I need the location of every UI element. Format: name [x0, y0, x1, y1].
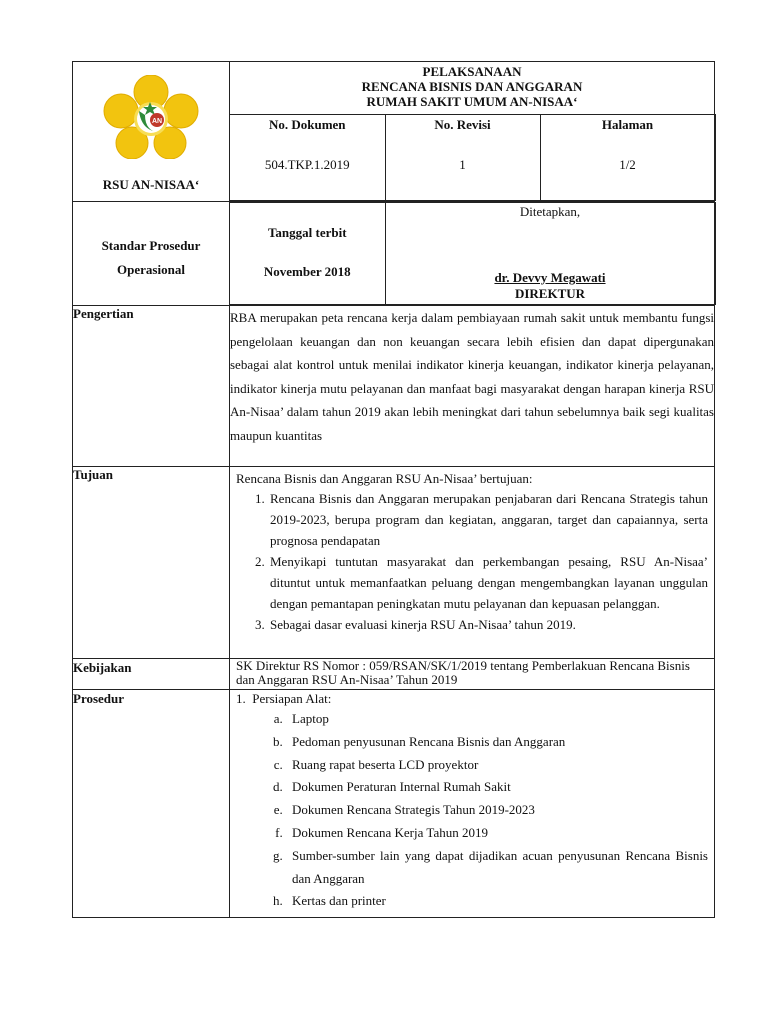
tujuan-label: Tujuan	[73, 467, 230, 659]
prosedur-step-1: Persiapan Alat:	[252, 691, 332, 706]
revision-label: No. Revisi	[434, 117, 491, 132]
signer-name: dr. Devvy Megawati	[494, 270, 606, 285]
list-item: h. Kertas dan printer	[286, 890, 708, 913]
sop-type-cell	[73, 202, 230, 306]
list-item: 3. Sebagai dasar evaluasi kinerja RSU An-Nisaa’ tahun 2019.	[268, 614, 708, 635]
page-label: Halaman	[601, 117, 654, 132]
sop-type-line-2: Operasional	[117, 262, 185, 277]
issue-date-value: November 2018	[263, 264, 351, 279]
sop-document-table	[72, 61, 715, 918]
signer-title: DIREKTUR	[514, 286, 586, 301]
pengertian-label: Pengertian	[73, 306, 230, 467]
prosedur-list	[236, 708, 708, 913]
title-line-1: PELAKSANAAN	[422, 64, 522, 79]
kebijakan-text: SK Direktur RS Nomor : 059/RSAN/SK/1/2019 tentang Pemberlakuan Rencana Bisnis dan Anggaran RSU An-Nisaa’ Tahun 2019	[230, 659, 715, 690]
pengertian-text: RBA merupakan peta rencana kerja dalam pembiayaan rumah sakit untuk membantu fungsi pengelolaan keuangan dan non keuangan secara lebih efisien dan dapat dipergunakan sebagai alat kontrol untuk menilai indikator kinerja keuangan, indikator kinerja pelayanan, indikator kinerja mutu pelayanan dan manfaat bagi masyarakat dengan harapan kinerja RSU An-Nisaa’ dalam tahun 2019 akan lebih meningkat dari tahun sebelumnya baik segi kualitas maupun kuantitas	[230, 306, 715, 467]
tujuan-intro: Rencana Bisnis dan Anggaran RSU An-Nisaa’ bertujuan:	[236, 471, 533, 486]
page-value: 1/2	[619, 157, 636, 172]
kebijakan-label: Kebijakan	[73, 659, 230, 690]
step-number: 1.	[236, 691, 253, 706]
org-name: RSU AN-NISAA‘	[102, 177, 200, 192]
issue-date-label: Tanggal terbit	[267, 225, 347, 240]
sop-issue-cell	[230, 202, 715, 306]
list-item: g. Sumber-sumber lain yang dapat dijadikan acuan penyusunan Rencana Bisnis dan Anggaran	[286, 845, 708, 891]
header-right-cell	[230, 62, 715, 202]
list-item: f. Dokumen Rencana Kerja Tahun 2019	[286, 822, 708, 845]
tujuan-list	[236, 488, 708, 635]
list-item: 2. Menyikapi tuntutan masyarakat dan perkembangan pesaing, RSU An-Nisaa’ dituntut untuk memanfaatkan peluang dengan mengembangkan layanan unggulan dengan pemantapan peningkatan mutu pelayanan dan kepuasan pelanggan.	[268, 551, 708, 614]
hospital-logo-icon	[101, 75, 201, 159]
list-item: d. Dokumen Peraturan Internal Rumah Sakit	[286, 776, 708, 799]
list-item: a. Laptop	[286, 708, 708, 731]
tujuan-cell	[230, 467, 715, 659]
logo-cell	[73, 62, 230, 202]
list-item: 1. Rencana Bisnis dan Anggaran merupakan penjabaran dari Rencana Strategis tahun 2019-2023, berupa program dan kegiatan, anggaran, target dan capaiannya, serta prognosa pendapatan	[268, 488, 708, 551]
revision-value: 1	[459, 157, 466, 172]
logo-text: AN	[151, 118, 163, 125]
doc-no-label: No. Dokumen	[268, 117, 346, 132]
doc-meta-table	[230, 114, 716, 201]
title-line-2: RENCANA BISNIS DAN ANGGARAN	[361, 79, 583, 94]
sop-type-line-1: Standar Prosedur	[101, 238, 201, 253]
title-line-3: RUMAH SAKIT UMUM AN-NISAA‘	[366, 94, 578, 109]
prosedur-cell	[230, 690, 715, 918]
prosedur-label: Prosedur	[73, 690, 230, 918]
list-item: e. Dokumen Rencana Strategis Tahun 2019-2023	[286, 799, 708, 822]
doc-no-value: 504.TKP.1.2019	[264, 157, 350, 172]
list-item: c. Ruang rapat beserta LCD proyektor	[286, 754, 708, 777]
list-item: b. Pedoman penyusunan Rencana Bisnis dan Anggaran	[286, 731, 708, 754]
approved-label: Ditetapkan,	[519, 204, 581, 219]
